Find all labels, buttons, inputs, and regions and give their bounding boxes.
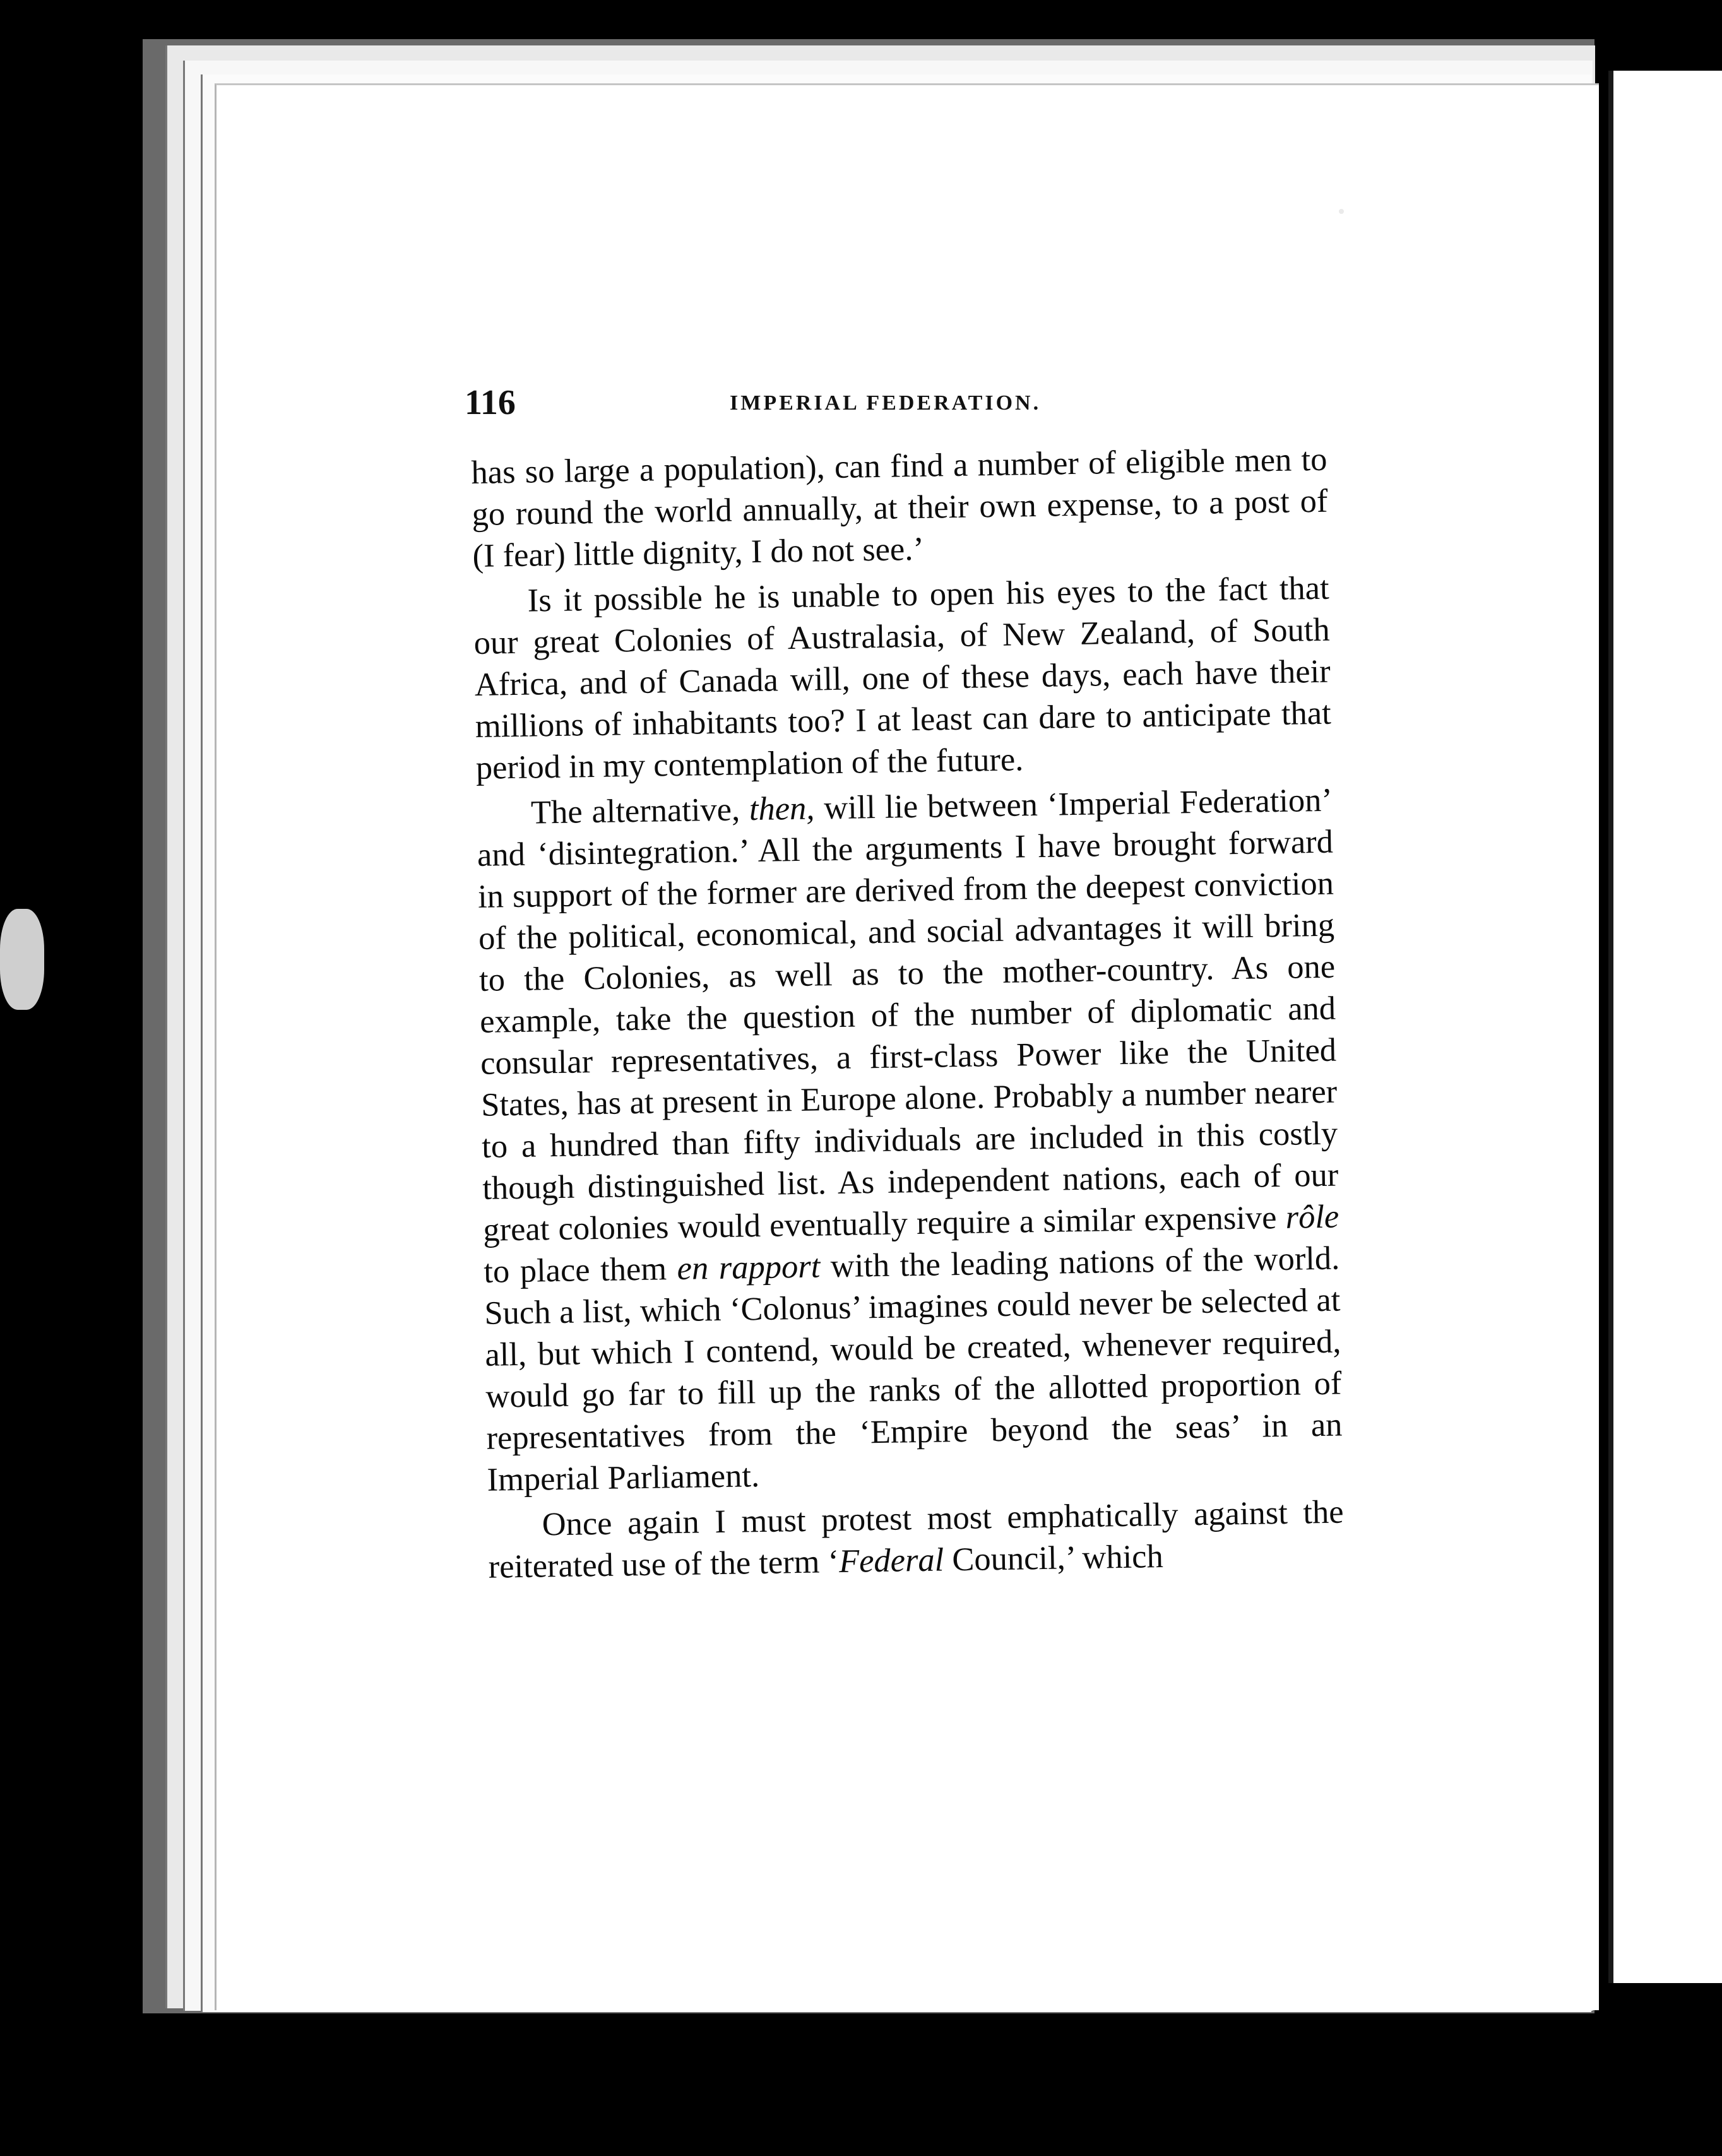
- paragraph-text: Once again I must protest most emphatically against the reiterated use of the term ‘: [488, 1493, 1345, 1585]
- scan-speck: [1339, 209, 1344, 214]
- paragraph-text: will lie between ‘Imperial Federation’ and ‘disintegration.’ All the arguments I have brought forward in support of the former are derived from the deepest conviction of the political, economical, and social advantages it will bring to the Colonies, as well as to the mother-country. As one example, take the question of the number of diplomatic and consular representatives, a first-class Power like the United States, has at present in Europe alone. Probably a number nearer to a hundred than fifty individuals are included in this costly though distinguished list. As independent nations, each of our great colonies would eventually require a similar expensive: [477, 781, 1339, 1248]
- body-text: [471, 439, 1345, 1592]
- paragraph-text: to place them: [483, 1250, 678, 1290]
- emphasis-text: en rapport: [677, 1248, 821, 1288]
- paragraph: [473, 567, 1332, 789]
- paragraph-text: with the leading nations of the world. Such a list, which ‘Colonus’ imagines could never be selected at all, but which I contend, would be created, whenever required, would go far to fill up the ranks of the allotted proportion of representatives from the ‘Empire beyond the seas’ in an Imperial Parliament.: [484, 1240, 1343, 1498]
- page-number: 116: [465, 383, 516, 422]
- scan-edge-blotch: [0, 909, 44, 1010]
- facing-page-edge: [1608, 71, 1722, 1983]
- paragraph-text: Is it possible he is unable to open his eyes to the fact that our great Colonies of Australasia, of New Zealand, of South Africa, and of Canada will, one of these days, each have their millions of inhabitants too? I at least can dare to anticipate that period in my contemplation of the future.: [473, 569, 1332, 786]
- emphasis-text: rôle: [1285, 1198, 1339, 1236]
- paragraph: [487, 1491, 1345, 1587]
- paragraph: [476, 779, 1343, 1501]
- paragraph-text: The alternative,: [530, 791, 750, 831]
- emphasis-text: Federal: [838, 1541, 944, 1580]
- page-header: [465, 382, 1310, 433]
- paragraph-continuation: [471, 439, 1329, 577]
- running-head: IMPERIAL FEDERATION.: [730, 391, 1042, 415]
- paragraph-text: has so large a population), can find a number of eligible men to go round the world annually, at their own expense, to a post of (I fear) little dignity, I do not see.’: [471, 441, 1328, 574]
- paragraph-text: Council,’ which: [943, 1537, 1164, 1578]
- emphasis-text: then,: [749, 790, 815, 828]
